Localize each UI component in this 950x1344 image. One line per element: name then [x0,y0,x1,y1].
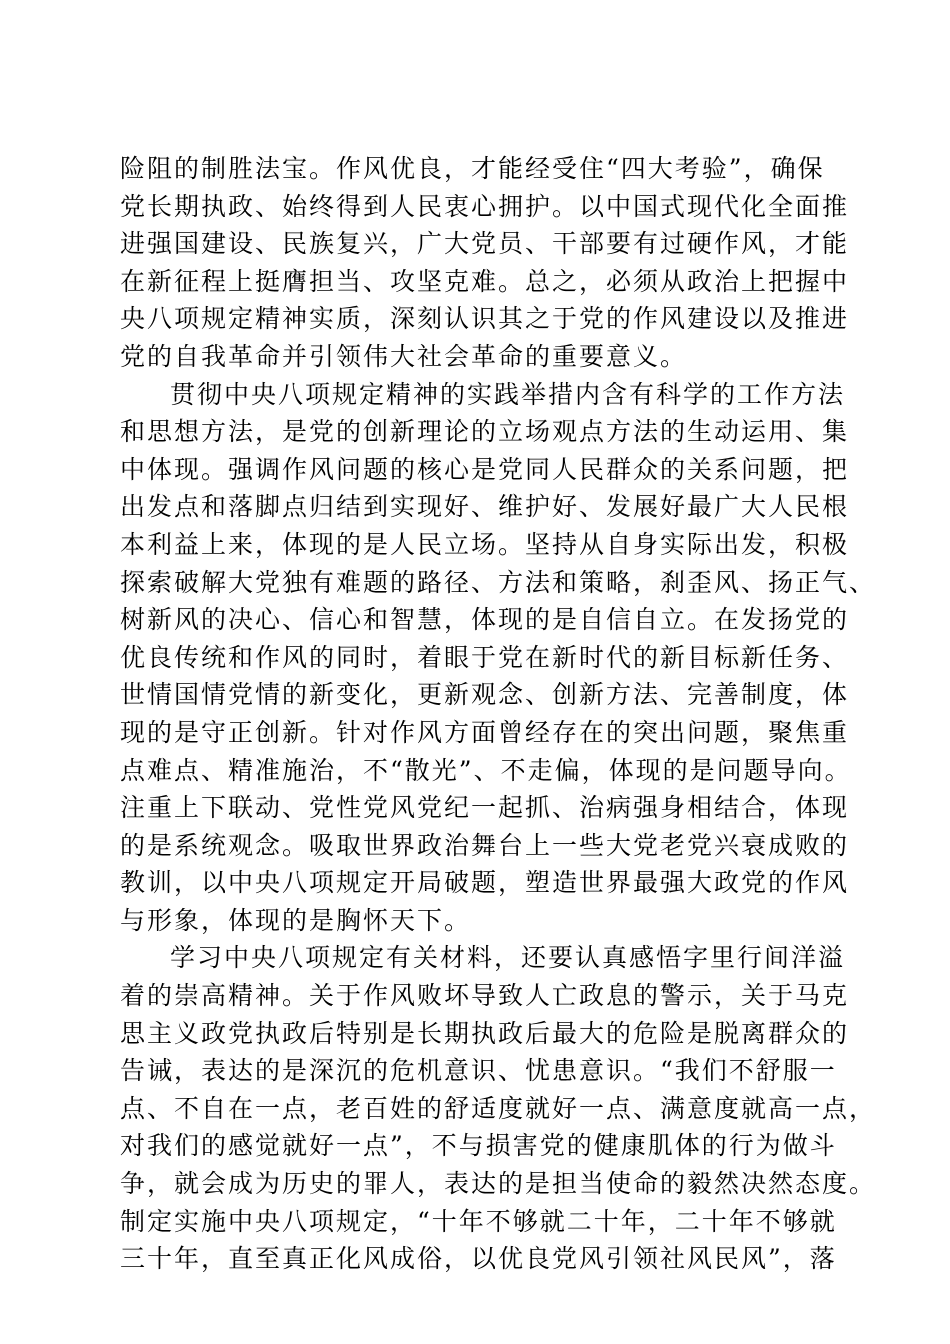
text-line: 对我们的感觉就好一点”，不与损害党的健康肌体的行为做斗 [120,1131,837,1161]
text-line: 出发点和落脚点归结到实现好、维护好、发展好最广大人民根 [120,492,850,522]
paragraph [120,376,877,940]
text-line: 三十年，直至真正化风成俗，以优良党风引领社风民风”，落 [120,1244,837,1274]
text-line: 优良传统和作风的同时，着眼于党在新时代的新目标新任务、 [120,642,850,672]
text-line: 与形象，体现的是胸怀天下。 [120,905,472,935]
text-line: 注重上下联动、党性党风党纪一起抓、治病强身相结合，体现 [120,793,850,823]
paragraph [120,939,877,1277]
text-line: 本利益上来，体现的是人民立场。坚持从自身实际出发，积极 [120,529,850,559]
text-line: 告诫，表达的是深沉的危机意识、忧患意识。“我们不舒服一 [120,1056,837,1086]
text-line: 央八项规定精神实质，深刻认识其之于党的作风建设以及推进 [120,304,850,334]
text-line: 着的崇高精神。关于作风败坏导致人亡政息的警示，关于马克 [120,981,850,1011]
paragraph [120,150,850,376]
text-line: 和思想方法，是党的创新理论的立场观点方法的生动运用、集 [120,417,850,447]
text-line: 险阻的制胜法宝。作风优良，才能经受住“四大考验”，确保 [120,154,825,183]
text-line: 点难点、精准施治，不“散光”、不走偏，体现的是问题导向。 [120,755,852,785]
text-line: 点、不自在一点，老百姓的舒适度就好一点、满意度就高一点， [120,1093,877,1123]
text-line: 树新风的决心、信心和智慧，体现的是自信自立。在发扬党的 [120,605,850,635]
text-line: 党的自我革命并引领伟大社会革命的重要意义。 [120,341,688,371]
text-line: 教训，以中央八项规定开局破题，塑造世界最强大政党的作风 [120,868,850,898]
text-line: 现的是守正创新。针对作风方面曾经存在的突出问题，聚焦重 [120,717,850,747]
text-line: 制定实施中央八项规定，“十年不够就二十年，二十年不够就 [120,1206,837,1236]
text-line: 在新征程上挺膺担当、攻坚克难。总之，必须从政治上把握中 [120,266,850,296]
text-line: 党长期执政、始终得到人民衷心拥护。以中国式现代化全面推 [120,191,850,221]
text-line: 贯彻中央八项规定精神的实践举措内含有科学的工作方法 [170,379,846,409]
text-line: 进强国建设、民族复兴，广大党员、干部要有过硬作风，才能 [120,229,850,259]
text-line: 的是系统观念。吸取世界政治舞台上一些大党老党兴衰成败的 [120,830,850,860]
text-line: 中体现。强调作风问题的核心是党同人民群众的关系问题，把 [120,454,850,484]
text-line: 世情国情党情的新变化，更新观念、创新方法、完善制度，体 [120,680,850,710]
text-line: 学习中央八项规定有关材料，还要认真感悟字里行间洋溢 [170,943,846,973]
text-line: 思主义政党执政后特别是长期执政后最大的危险是脱离群众的 [120,1018,850,1048]
body-text [120,150,877,1278]
text-line: 争，就会成为历史的罪人，表达的是担当使命的毅然决然态度。 [120,1169,877,1199]
text-line: 探索破解大党独有难题的路径、方法和策略，刹歪风、扬正气、 [120,567,877,597]
